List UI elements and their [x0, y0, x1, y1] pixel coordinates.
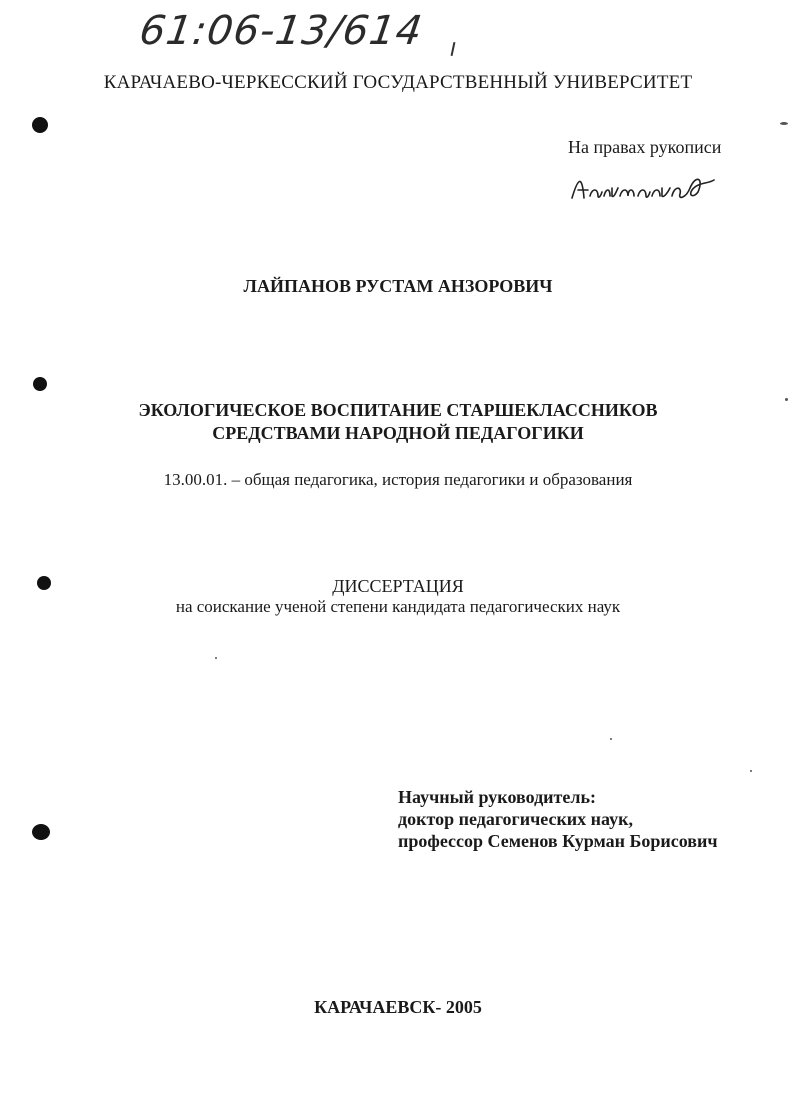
scan-speck: [610, 738, 612, 740]
university-name: КАРАЧАЕВО-ЧЕРКЕССКИЙ ГОСУДАРСТВЕННЫЙ УНИВЕРСИТЕТ: [103, 72, 693, 93]
author-name: ЛАЙПАНОВ РУСТАМ АНЗОРОВИЧ: [243, 276, 553, 296]
dissertation-title-line-2: СРЕДСТВАМИ НАРОДНОЙ ПЕДАГОГИКИ: [212, 423, 584, 443]
binder-hole: [37, 576, 51, 590]
city-year: КАРАЧАЕВСК- 2005: [314, 997, 482, 1017]
supervisor-name: профессор Семенов Курман Борисович: [398, 831, 718, 851]
archive-mark: [451, 42, 456, 56]
scan-speck: [785, 398, 788, 401]
binder-hole: [32, 824, 50, 840]
document-type: ДИССЕРТАЦИЯ: [332, 576, 464, 596]
scan-speck: [750, 770, 752, 772]
supervisor-degree: доктор педагогических наук,: [398, 809, 634, 829]
supervisor-label: Научный руководитель:: [398, 787, 596, 807]
degree-description: на соискание ученой степени кандидата педагогических наук: [175, 597, 621, 616]
specialty-code: 13.00.01. – общая педагогика, история педагогики и образования: [163, 470, 633, 489]
scan-speck: [215, 657, 217, 659]
binder-hole: [32, 117, 48, 133]
rights-label: На правах рукописи: [568, 137, 722, 157]
archive-number: 61:06-13/614: [136, 8, 426, 54]
author-signature: [568, 168, 718, 208]
scan-speck: [780, 122, 788, 125]
binder-hole: [33, 377, 47, 391]
dissertation-title-line-1: ЭКОЛОГИЧЕСКОЕ ВОСПИТАНИЕ СТАРШЕКЛАССНИКОВ: [138, 400, 658, 420]
